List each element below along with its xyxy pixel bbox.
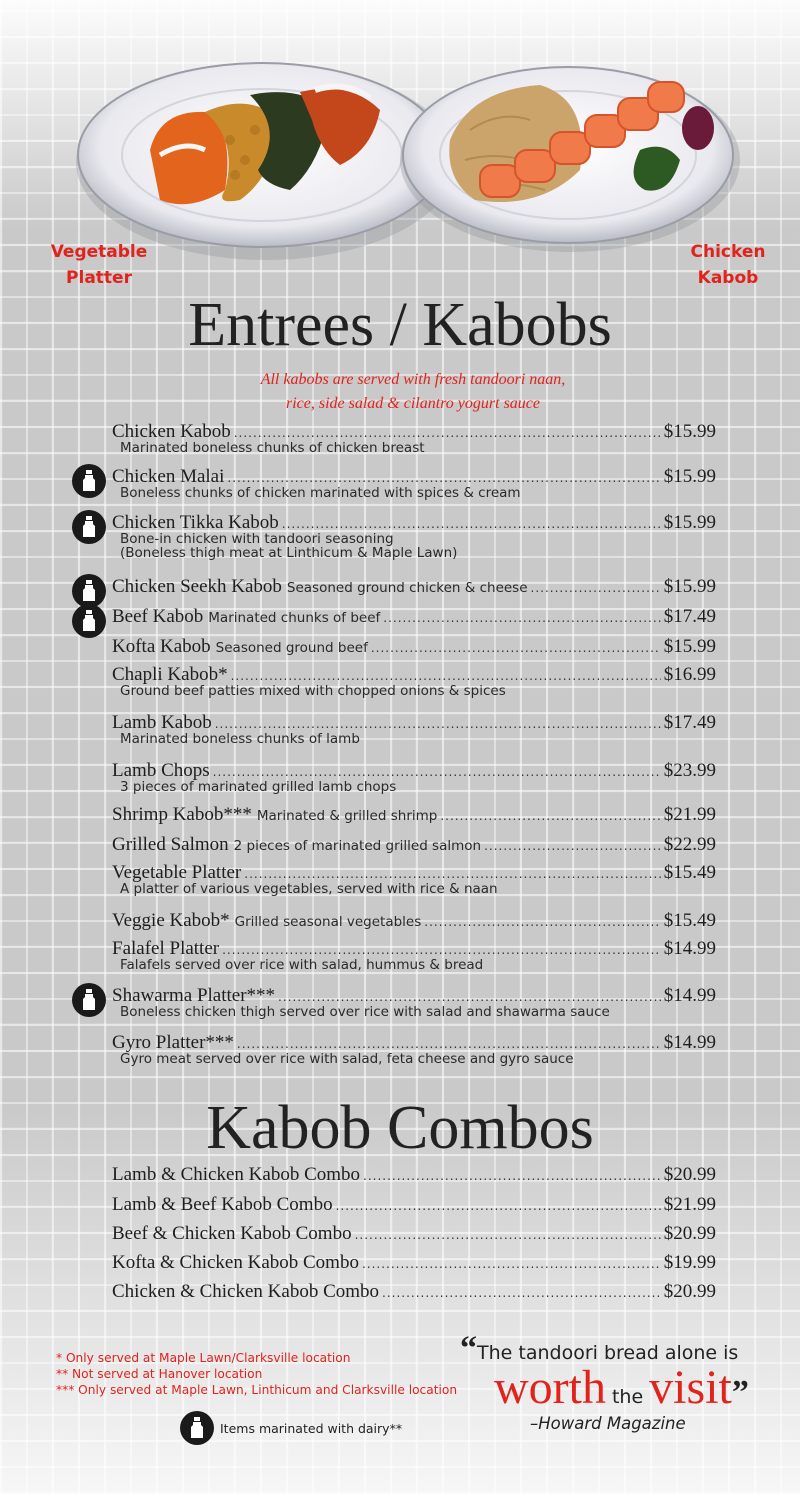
combo-item-row: [112, 1223, 716, 1245]
subtitle-line: rice, side salad & cilantro yogurt sauce: [285, 395, 541, 412]
dot-leader: [363, 1169, 661, 1183]
combo-item: [112, 1164, 716, 1186]
menu-item: [112, 466, 716, 502]
menu-item-name: Chicken Malai: [112, 466, 225, 487]
menu-item-name: Grilled Salmon: [112, 834, 229, 855]
dot-leader: [362, 1257, 661, 1271]
subtitle-line: All kabobs are served with fresh tandoori naan,: [260, 371, 566, 388]
quote-attribution: –Howard Magazine: [530, 1414, 686, 1433]
menu-item: [112, 1032, 716, 1068]
combo-item: [112, 1223, 716, 1245]
combo-item-price: $20.99: [663, 1164, 716, 1185]
menu-item-name: Lamb Chops: [112, 760, 210, 781]
dairy-legend: [180, 1411, 402, 1445]
caption-line: Platter: [66, 268, 132, 288]
menu-item-price: $23.99: [663, 760, 716, 781]
menu-item-description: Falafels served over rice with salad, hummus & bread: [120, 957, 484, 973]
menu-item-description: Gyro meat served over rice with salad, feta cheese and gyro sauce: [120, 1051, 574, 1067]
dairy-legend-text: Items marinated with dairy**: [220, 1420, 403, 1436]
menu-item-price: $16.99: [663, 664, 716, 685]
menu-item-description: A platter of various vegetables, served with rice & naan: [120, 881, 498, 897]
menu-item: [112, 606, 716, 628]
dairy-bottle-icon: [72, 510, 106, 544]
menu-item: [112, 938, 716, 974]
menu-item-name: Chicken Seekh Kabob: [112, 576, 282, 597]
menu-item-name: Falafel Platter: [112, 938, 220, 959]
footnote: * Only served at Maple Lawn/Clarksville location: [56, 1351, 351, 1365]
menu-item-description: Marinated boneless chunks of lamb: [120, 731, 360, 747]
menu-item-inline-description: Seasoned ground beef: [215, 640, 368, 656]
menu-item-name: Chicken Kabob: [112, 421, 231, 442]
menu-item: [112, 910, 716, 932]
menu-item-inline-description: Marinated & grilled shrimp: [256, 808, 438, 824]
entrees-subtitle: [0, 368, 800, 416]
menu-item: [112, 862, 716, 898]
quote-word-the: the: [611, 1386, 644, 1408]
menu-item-name: Shrimp Kabob***: [112, 804, 252, 825]
dot-leader: [282, 517, 661, 531]
dot-leader: [484, 839, 661, 853]
menu-item-price: $21.99: [663, 804, 716, 825]
combo-item-name: Chicken & Chicken Kabob Combo: [112, 1281, 380, 1302]
menu-item-description: Bone-in chicken with tandoori seasoning: [120, 531, 394, 547]
combo-item-row: [112, 1281, 716, 1303]
menu-item: [112, 421, 716, 457]
menu-item-name: Gyro Platter***: [112, 1032, 234, 1053]
menu-item: [112, 636, 716, 658]
dot-leader: [382, 1286, 661, 1300]
footnote: ** Not served at Hanover location: [56, 1367, 263, 1381]
dairy-bottle-icon: [72, 464, 106, 498]
menu-item-row: [112, 606, 716, 628]
combo-item-name: Lamb & Chicken Kabob Combo: [112, 1164, 361, 1185]
menu-item: [112, 664, 716, 700]
menu-item-price: $15.99: [663, 421, 716, 442]
menu-item-name: Beef Kabob: [112, 606, 204, 627]
menu-item-price: $15.99: [663, 466, 716, 487]
combo-item-price: $19.99: [663, 1252, 716, 1273]
menu-item-price: $14.99: [663, 985, 716, 1006]
combo-item-name: Kofta & Chicken Kabob Combo: [112, 1252, 359, 1273]
dot-leader: [355, 1228, 661, 1242]
dot-leader: [234, 426, 661, 440]
combo-item-row: [112, 1164, 716, 1186]
menu-item-price: $14.99: [663, 1032, 716, 1053]
quote-line-2: [494, 1360, 749, 1415]
dot-leader: [278, 990, 661, 1004]
menu-item-price: $22.99: [663, 834, 716, 855]
menu-item-price: $15.99: [663, 636, 716, 657]
menu-item-price: $14.99: [663, 938, 716, 959]
menu-item-price: $15.99: [663, 576, 716, 597]
menu-item: [112, 512, 716, 562]
dot-leader: [215, 717, 661, 731]
quote-text: The tandoori bread alone is: [477, 1342, 739, 1364]
menu-item-description: Ground beef patties mixed with chopped onions & spices: [120, 683, 506, 699]
dairy-bottle-icon: [180, 1411, 214, 1445]
dot-leader: [383, 611, 660, 625]
menu-item-row: [112, 804, 716, 826]
quote-word-visit: visit: [649, 1361, 732, 1414]
dairy-bottle-icon: [72, 983, 106, 1017]
caption-line: Chicken: [690, 242, 766, 262]
menu-item-inline-description: Grilled seasonal vegetables: [234, 914, 422, 930]
dot-leader: [213, 765, 661, 779]
dot-leader: [531, 581, 661, 595]
dot-leader: [231, 669, 661, 683]
combo-item-row: [112, 1194, 716, 1216]
menu-item-inline-description: Marinated chunks of beef: [208, 610, 381, 626]
vegetable-platter-caption: [44, 239, 154, 291]
menu-item-name: Kofta Kabob: [112, 636, 211, 657]
menu-item-row: [112, 576, 716, 598]
combo-item-price: $20.99: [663, 1281, 716, 1302]
menu-item-price: $17.49: [663, 712, 716, 733]
menu-item-inline-description: Seasoned ground chicken & cheese: [286, 580, 528, 596]
chicken-kabob-plate: [400, 67, 740, 252]
combo-item-price: $21.99: [663, 1194, 716, 1215]
menu-item-description: (Boneless thigh meat at Linthicum & Maple Lawn): [120, 545, 458, 561]
combos-title: Kabob Combos: [206, 1094, 594, 1162]
combo-item-name: Beef & Chicken Kabob Combo: [112, 1223, 352, 1244]
menu-item-inline-description: 2 pieces of marinated grilled salmon: [233, 838, 482, 854]
dot-leader: [371, 641, 661, 655]
menu-item-description: 3 pieces of marinated grilled lamb chops: [120, 779, 397, 795]
menu-item: [112, 712, 716, 748]
caption-line: Vegetable: [50, 242, 148, 262]
menu-item-price: $15.99: [663, 512, 716, 533]
menu-item: [112, 985, 716, 1021]
menu-item-price: $15.49: [663, 910, 716, 931]
dot-leader: [237, 1037, 661, 1051]
combo-item-name: Lamb & Beef Kabob Combo: [112, 1194, 333, 1215]
dot-leader: [227, 471, 660, 485]
menu-item-name: Lamb Kabob: [112, 712, 212, 733]
dot-leader: [424, 915, 660, 929]
menu-item: [112, 576, 716, 598]
dairy-bottle-icon: [72, 574, 106, 608]
combo-item-price: $20.99: [663, 1223, 716, 1244]
dot-leader: [336, 1199, 661, 1213]
menu-item-name: Vegetable Platter: [112, 862, 242, 883]
entrees-title: Entrees / Kabobs: [188, 291, 612, 359]
menu-item-description: Marinated boneless chunks of chicken breast: [120, 440, 425, 456]
menu-item-description: Boneless chicken thigh served over rice with salad and shawarma sauce: [120, 1004, 610, 1020]
open-quote-mark: “: [460, 1330, 477, 1367]
menu-item: [112, 760, 716, 796]
combo-item: [112, 1281, 716, 1303]
menu-item-price: $15.49: [663, 862, 716, 883]
menu-item: [112, 804, 716, 826]
footnotes: [56, 1350, 457, 1398]
menu-item-name: Chapli Kabob*: [112, 664, 228, 685]
menu-item-price: $17.49: [663, 606, 716, 627]
menu-item-name: Shawarma Platter***: [112, 985, 276, 1006]
combo-item: [112, 1194, 716, 1216]
dot-leader: [222, 943, 661, 957]
menu-item-row: [112, 910, 716, 932]
menu-item-description: Boneless chunks of chicken marinated with spices & cream: [120, 485, 521, 501]
combo-item-row: [112, 1252, 716, 1274]
chicken-kabob-caption: [676, 239, 780, 291]
quote-word-worth: worth: [494, 1361, 606, 1414]
menu-item-row: [112, 636, 716, 658]
close-quote-mark: ”: [731, 1374, 749, 1411]
menu-item: [112, 834, 716, 856]
menu-item-name: Chicken Tikka Kabob: [112, 512, 279, 533]
dot-leader: [440, 809, 660, 823]
menu-item-row: [112, 834, 716, 856]
menu-item-name: Veggie Kabob*: [112, 910, 230, 931]
combo-item: [112, 1252, 716, 1274]
vegetable-platter-plate: [76, 63, 456, 260]
dot-leader: [244, 867, 660, 881]
caption-line: Kabob: [697, 268, 759, 288]
footnote: *** Only served at Maple Lawn, Linthicum and Clarksville location: [56, 1383, 458, 1397]
dairy-bottle-icon: [72, 604, 106, 638]
